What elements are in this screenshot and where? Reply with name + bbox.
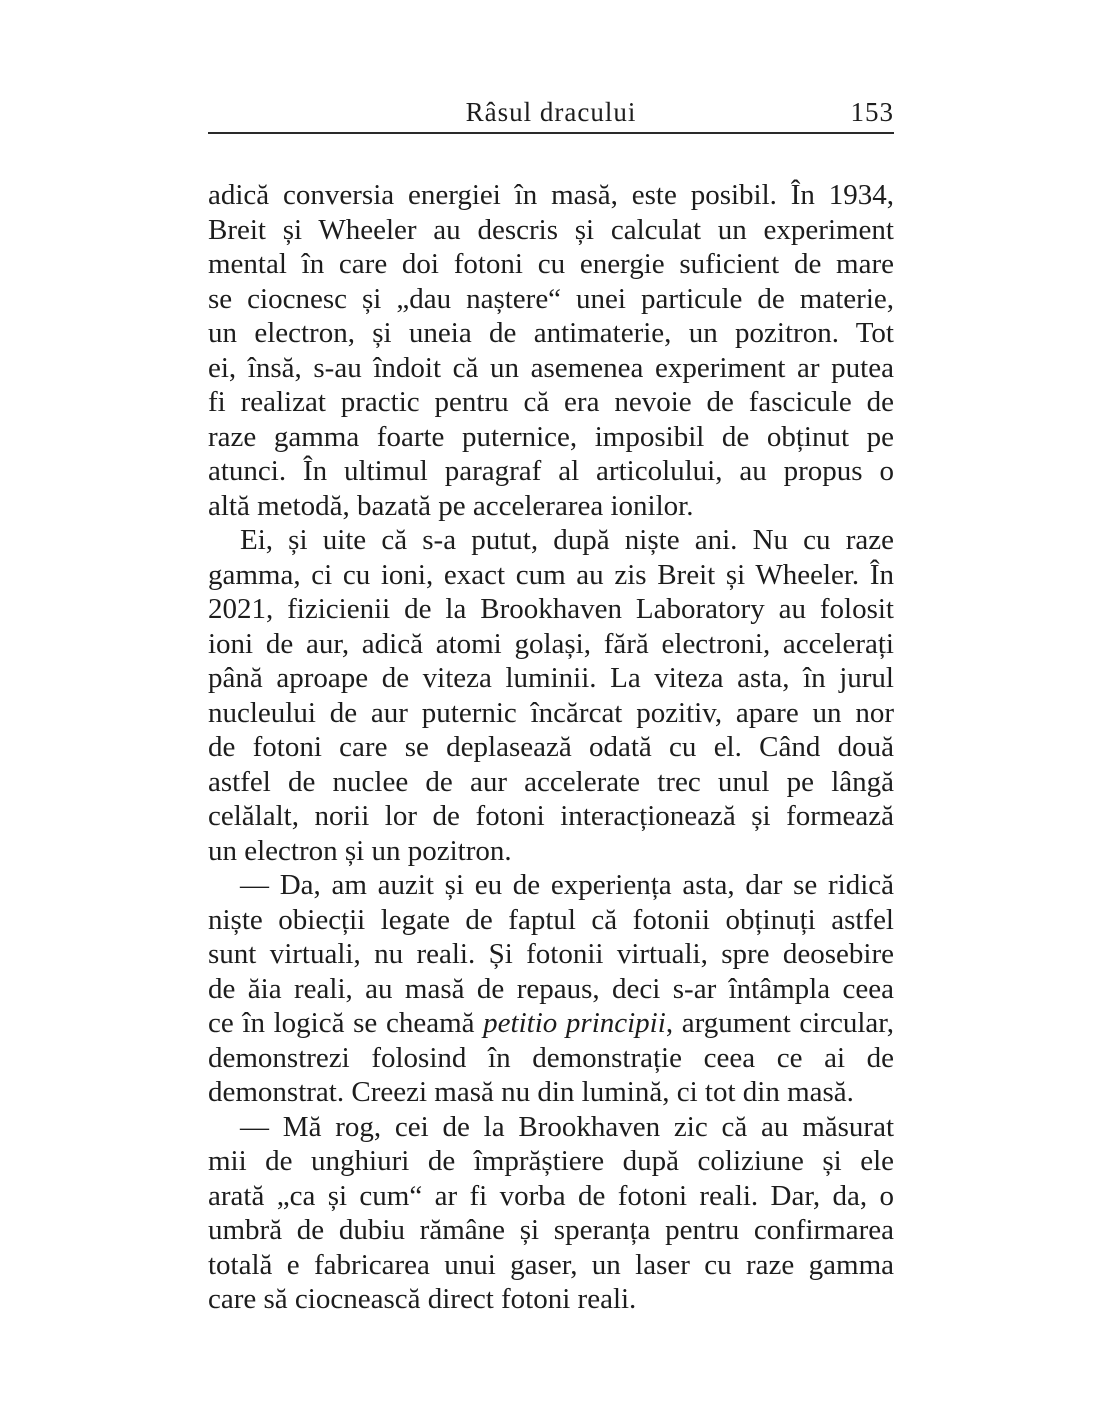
text-line: ei, însă, s-au îndoit că un asemenea experiment ar putea [208,351,894,384]
text-line: ce în logică se cheamă petitio principii, argument circular, [208,1007,895,1039]
text-line: se ciocnesc și „dau naștere“ unei particule de materie, [208,282,894,315]
text-line: ioni de aur, adică atomi golași, fără electroni, accelerați [208,627,894,660]
text-line: — Mă rog, cei de la Brookhaven zic că au măsurat [240,1110,894,1143]
paragraph [208,868,894,1110]
paragraph [208,1110,894,1317]
text-line: de fotoni care se deplasează odată cu el. Când două [208,731,894,763]
text-line: altă metodă, bazată pe accelerarea ionilor. [208,489,694,522]
text-line: adică conversia energiei în masă, este posibil. În 1934, [208,179,894,211]
text-line: astfel de nuclee de aur accelerate trec unul pe lângă [208,765,894,798]
text-line: demonstrezi folosind în demonstrație ceea ce ai de [208,1041,894,1074]
text-line: umbră de dubiu rămâne și speranța pentru confirmarea [208,1214,894,1246]
text-line: arată „ca și cum“ ar fi vorba de fotoni reali. Dar, da, o [208,1179,894,1212]
running-head-title: Râsul dracului [465,97,637,127]
text-line: mii de unghiuri de împrăștiere după coliziune și ele [208,1145,894,1177]
text-line: fi realizat practic pentru că era nevoie de fascicule de [208,386,894,418]
text-line: care să ciocnească direct fotoni reali. [208,1283,637,1315]
header-rule [208,132,894,134]
text-line: nucleului de aur puternic încărcat pozitiv, apare un nor [208,696,894,729]
text-line: celălalt, norii lor de fotoni interacționează și formează [208,800,894,832]
text-line: sunt virtuali, nu reali. Și fotonii virtuali, spre deosebire [208,938,894,970]
text-line: gamma, ci cu ioni, exact cum au zis Breit și Wheeler. În [208,558,894,591]
page-number: 153 [850,97,894,127]
text-line: demonstrat. Creezi masă nu din lumină, ci tot din masă. [208,1076,854,1108]
text-line: raze gamma foarte puternice, imposibil de obținut pe [208,420,894,453]
paragraph [208,178,894,523]
text-line: niște obiecții legate de faptul că fotonii obținuți astfel [208,903,894,936]
text-line: 2021, fizicienii de la Brookhaven Laboratory au folosit [208,593,894,625]
text-line: Breit și Wheeler au descris și calculat un experiment [208,213,894,246]
paragraph [208,523,894,868]
page-body [208,178,894,1317]
text-line: — Da, am auzit și eu de experiența asta, dar se ridică [240,869,894,901]
text-line: un electron, și uneia de antimaterie, un pozitron. Tot [208,317,894,349]
text-line: atunci. În ultimul paragraf al articolului, au propus o [208,455,894,487]
text-line: până aproape de viteza luminii. La viteza asta, în jurul [208,662,894,694]
text-line: Ei, și uite că s-a putut, după niște ani. Nu cu raze [240,524,894,556]
text-line: totală e fabricarea unui gaser, un laser cu raze gamma [208,1248,894,1281]
text-line: de ăia reali, au masă de repaus, deci s-ar întâmpla ceea [208,972,894,1005]
text-line: un electron și un pozitron. [208,834,512,867]
text-line: mental în care doi fotoni cu energie suficient de mare [208,248,894,280]
text-column [208,0,894,1317]
page-header [208,97,894,127]
